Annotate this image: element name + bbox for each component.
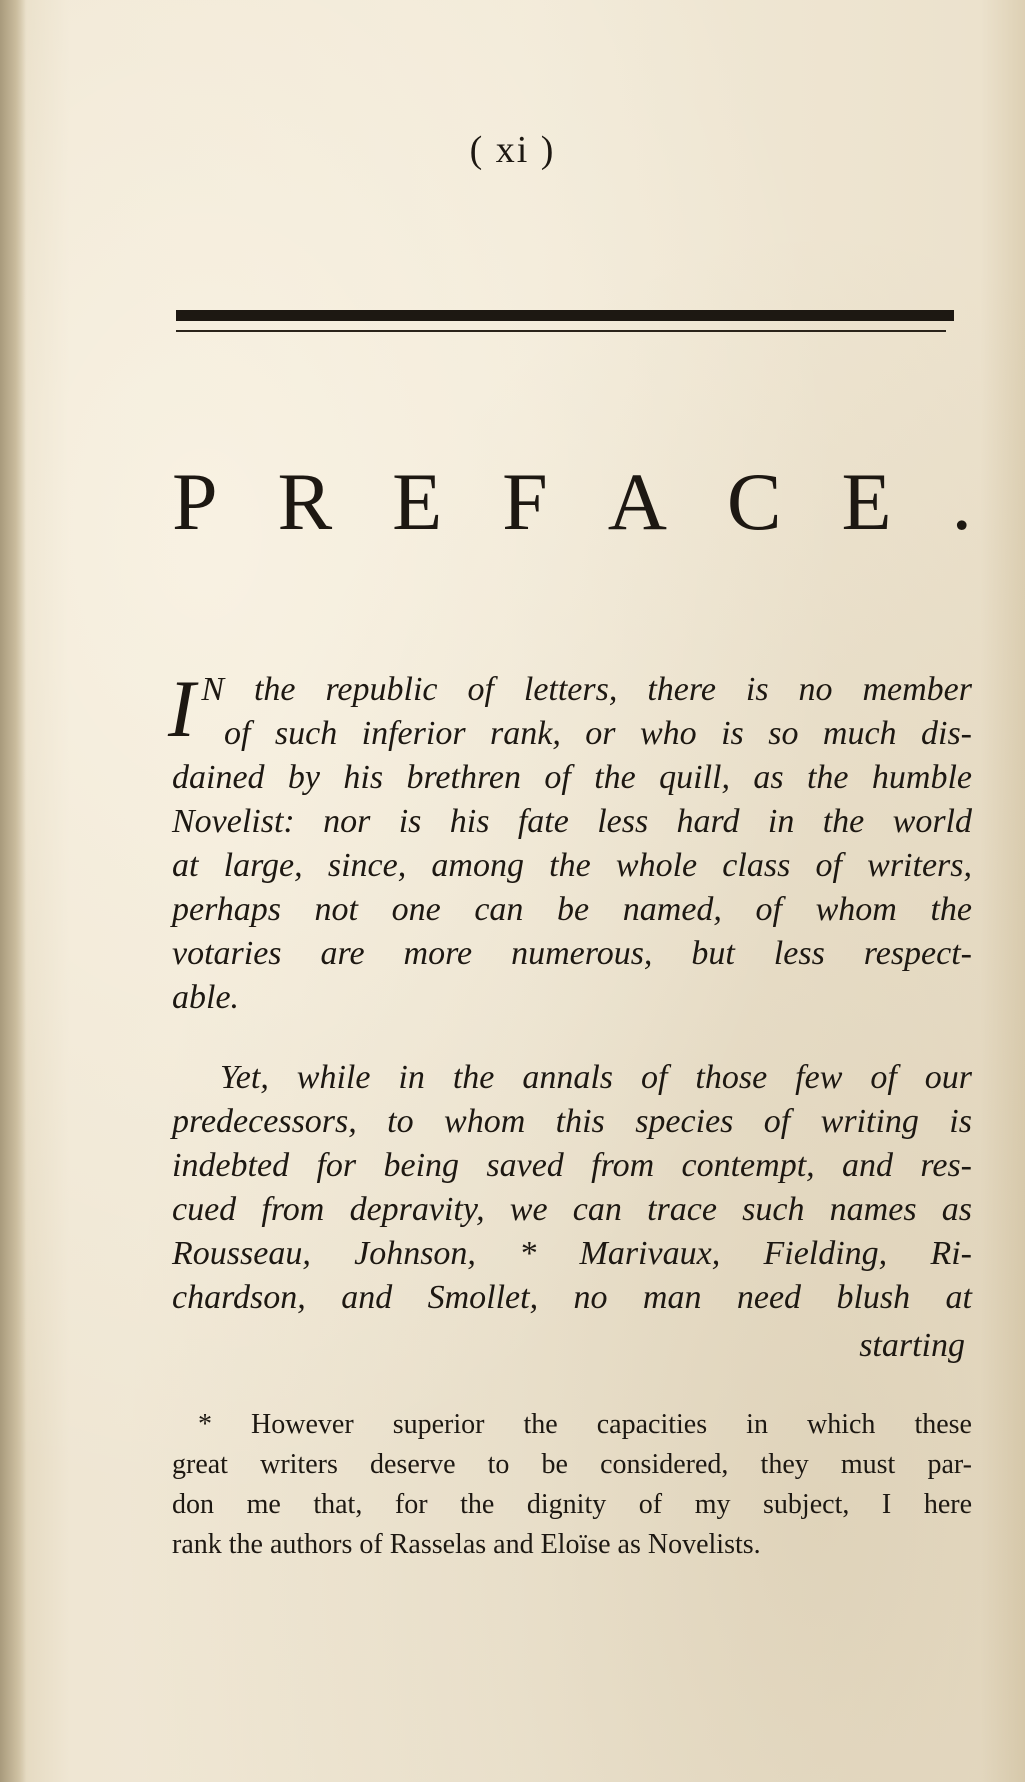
text-line: dained by his brethren of the quill, as the humble <box>172 759 972 796</box>
text-line: votaries are more numerous, but less respect- <box>172 935 972 972</box>
text-line: predecessors, to whom this species of writing is <box>172 1103 972 1140</box>
title-letter: R <box>277 456 333 547</box>
text-line: Yet, while in the annals of those few of our <box>220 1059 972 1096</box>
text-line: at large, since, among the whole class of writers, <box>172 847 972 884</box>
text-line: indebted for being saved from contempt, and res- <box>172 1147 972 1184</box>
thin-rule <box>176 330 946 332</box>
title-letter: A <box>607 456 667 547</box>
title-letter: P <box>172 456 218 547</box>
text-line: Rousseau, Johnson, * Marivaux, Fielding, Ri- <box>172 1235 972 1272</box>
text-line: perhaps not one can be named, of whom the <box>172 891 972 928</box>
page-header: ( xi ) <box>469 129 556 171</box>
paragraph-1 <box>168 663 972 1020</box>
title-letter: C <box>726 456 782 547</box>
title-letter: F <box>502 456 548 547</box>
text-line: chardson, and Smollet, no man need blush at <box>172 1279 972 1316</box>
page-gutter <box>0 0 26 1782</box>
text-line: able. <box>172 979 240 1016</box>
drop-cap: I <box>168 663 196 754</box>
paragraph-2 <box>172 1056 972 1320</box>
text-line: of such inferior rank, or who is so much dis- <box>224 715 972 752</box>
footnote-line: great writers deserve to be considered, they must par- <box>172 1449 972 1480</box>
text-line: cued from depravity, we can trace such names as <box>172 1191 972 1228</box>
title-letter: E <box>392 456 443 547</box>
footnote-line: don me that, for the dignity of my subject, I here <box>172 1489 972 1520</box>
page-title <box>172 455 972 549</box>
text-line: Novelist: nor is his fate less hard in the world <box>172 803 972 840</box>
title-letter: . <box>951 456 972 547</box>
title-letter: E <box>841 456 892 547</box>
footnote-line: * However superior the capacities in which these <box>198 1409 972 1440</box>
footnote-line: rank the authors of Rasselas and Eloïse as Novelists. <box>172 1529 761 1560</box>
footnote <box>172 1405 972 1565</box>
thick-rule <box>176 310 954 321</box>
text-line: N the republic of letters, there is no member <box>201 671 972 708</box>
catchword: starting <box>859 1327 965 1364</box>
